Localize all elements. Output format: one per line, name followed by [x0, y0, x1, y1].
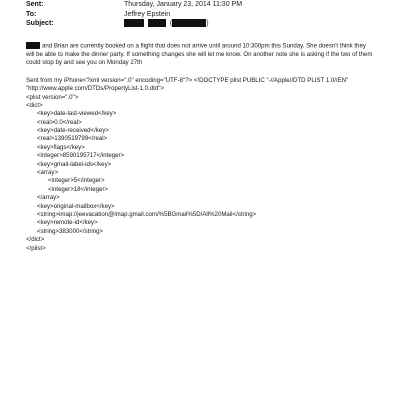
plist-block	[26, 94, 376, 253]
message-paragraph: and Brian are currently booked on a flight that does not arrive until around 10:300pm this Sunday. She doesn't think they will be able to make the dinner party. If something changes she will let me know. On another note she is asking if the two of them could stop by and see you on Monday 27th	[26, 42, 373, 67]
sent-value: Thursday, January 23, 2014 11:30 PM	[124, 1, 243, 8]
plist-line: <array>	[37, 169, 59, 177]
plist-line: <real>1390519799</real>	[37, 135, 108, 143]
plist-line: <key>original-mailbox</key>	[37, 202, 115, 210]
plist-line: <integer>5</integer>	[48, 177, 105, 185]
plist-line: <integer>8590195717</integer>	[37, 152, 125, 160]
to-value: Jeffrey Epstein	[124, 10, 171, 18]
plist-line: <key>remote-id</key>	[37, 219, 98, 227]
sent-row	[26, 0, 386, 10]
plist-line: <key>date-last-viewed</key>	[37, 110, 117, 118]
to-label: To:	[26, 10, 37, 18]
plist-line: </plist>	[26, 244, 46, 252]
plist-line: </array>	[37, 194, 60, 202]
redaction-block	[172, 19, 206, 27]
plist-line: <integer>18</integer>	[48, 185, 108, 193]
sent-from-line: Sent from my iPhone<?xml version=".0" encoding="UTF-8"?> <!DOCTYPE plist PUBLIC "-//Apple//DTD PLIST 1.0//EN" "http://www.apple.com/DTDs/PropertyList-1.0.dtd">	[26, 76, 349, 93]
plist-line: <plist version=".0">	[26, 93, 79, 101]
sent-label: Sent:	[26, 1, 44, 8]
redaction-block	[124, 19, 144, 27]
redaction-block	[26, 42, 40, 49]
email-header	[26, 0, 386, 29]
to-row	[26, 10, 386, 20]
subject-value: ( )	[124, 19, 209, 29]
subject-label: Subject:	[26, 20, 54, 27]
plist-line: <string>imap://jeevacation@imap.gmail.com/%5BGmail%5D/All%20Mail</string>	[37, 211, 257, 218]
plist-line: <key>flags</key>	[37, 143, 85, 151]
email-body	[26, 42, 376, 253]
plist-line: <key>date-received</key>	[37, 127, 109, 135]
redaction-block	[148, 19, 166, 27]
plist-line: <real>0.0</real>	[37, 118, 82, 126]
plist-line: <string>383000</string>	[37, 227, 104, 235]
subject-row	[26, 19, 386, 29]
plist-line: </dict>	[26, 236, 45, 244]
plist-line: <key>gmail-label-ids</key>	[37, 160, 112, 168]
plist-line: <dict>	[26, 101, 43, 109]
